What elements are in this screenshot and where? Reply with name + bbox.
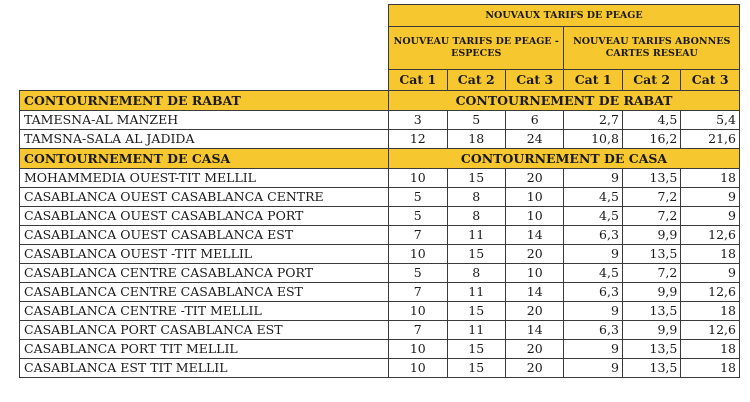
- value-cell: 9: [681, 207, 740, 226]
- table-row: [20, 188, 740, 207]
- route-name: CASABLANCA CENTRE CASABLANCA PORT: [20, 264, 389, 283]
- value-cell: 4,5: [564, 188, 622, 207]
- route-name: TAMESNA-AL MANZEH: [20, 111, 389, 130]
- route-name: CASABLANCA CENTRE CASABLANCA EST: [20, 283, 389, 302]
- group-header-subscribers: NOUVEAU TARIFS ABONNES CARTES RESEAU: [564, 27, 740, 70]
- value-cell: 10: [505, 264, 563, 283]
- value-cell: 8: [447, 264, 505, 283]
- value-cell: 12,6: [681, 226, 740, 245]
- value-cell: 24: [505, 130, 563, 149]
- value-cell: 9,9: [622, 226, 680, 245]
- route-name: CASABLANCA OUEST CASABLANCA PORT: [20, 207, 389, 226]
- value-cell: 20: [505, 245, 563, 264]
- value-cell: 8: [447, 207, 505, 226]
- value-cell: 20: [505, 169, 563, 188]
- value-cell: 18: [447, 130, 505, 149]
- table-row: [20, 130, 740, 149]
- value-cell: 14: [505, 321, 563, 340]
- value-cell: 7,2: [622, 188, 680, 207]
- table-row: [20, 207, 740, 226]
- value-cell: 7,2: [622, 264, 680, 283]
- route-name: TAMSNA-SALA AL JADIDA: [20, 130, 389, 149]
- value-cell: 11: [447, 321, 505, 340]
- table-row: [20, 245, 740, 264]
- value-cell: 10: [389, 169, 447, 188]
- value-cell: 13,5: [622, 302, 680, 321]
- value-cell: 21,6: [681, 130, 740, 149]
- value-cell: 9: [564, 245, 622, 264]
- route-name: CASABLANCA EST TIT MELLIL: [20, 359, 389, 378]
- value-cell: 5: [389, 207, 447, 226]
- value-cell: 12,6: [681, 283, 740, 302]
- cat-header: Cat 1: [564, 70, 622, 91]
- value-cell: 7: [389, 283, 447, 302]
- value-cell: 18: [681, 359, 740, 378]
- value-cell: 2,7: [564, 111, 622, 130]
- value-cell: 18: [681, 245, 740, 264]
- value-cell: 4,5: [622, 111, 680, 130]
- value-cell: 3: [389, 111, 447, 130]
- value-cell: 7: [389, 321, 447, 340]
- value-cell: 6: [505, 111, 563, 130]
- table-row: [20, 302, 740, 321]
- value-cell: 6,3: [564, 321, 622, 340]
- table-row: [20, 169, 740, 188]
- value-cell: 5: [447, 111, 505, 130]
- route-name: CASABLANCA PORT CASABLANCA EST: [20, 321, 389, 340]
- value-cell: 18: [681, 169, 740, 188]
- value-cell: 9: [681, 188, 740, 207]
- table-row: [20, 340, 740, 359]
- value-cell: 9,9: [622, 321, 680, 340]
- route-name: CASABLANCA PORT TIT MELLIL: [20, 340, 389, 359]
- section-title: CONTOURNEMENT DE CASA: [20, 149, 389, 169]
- value-cell: 10: [505, 207, 563, 226]
- cat-header: Cat 1: [389, 70, 447, 91]
- value-cell: 13,5: [622, 359, 680, 378]
- value-cell: 20: [505, 359, 563, 378]
- value-cell: 15: [447, 302, 505, 321]
- section-title-repeat: CONTOURNEMENT DE CASA: [389, 149, 740, 169]
- route-name: MOHAMMEDIA OUEST-TIT MELLIL: [20, 169, 389, 188]
- table-row: [20, 226, 740, 245]
- value-cell: 9: [564, 359, 622, 378]
- value-cell: 15: [447, 245, 505, 264]
- value-cell: 11: [447, 283, 505, 302]
- cat-header: Cat 3: [505, 70, 563, 91]
- section-row: [20, 149, 740, 169]
- route-name: CASABLANCA OUEST CASABLANCA CENTRE: [20, 188, 389, 207]
- route-name: CASABLANCA OUEST CASABLANCA EST: [20, 226, 389, 245]
- value-cell: 14: [505, 226, 563, 245]
- value-cell: 13,5: [622, 169, 680, 188]
- value-cell: 10: [389, 245, 447, 264]
- section-title: CONTOURNEMENT DE RABAT: [20, 91, 389, 111]
- value-cell: 20: [505, 302, 563, 321]
- value-cell: 5: [389, 188, 447, 207]
- value-cell: 13,5: [622, 245, 680, 264]
- value-cell: 9: [681, 264, 740, 283]
- table-row: [20, 111, 740, 130]
- toll-tariff-table: [19, 4, 740, 378]
- group-header-cash: NOUVEAU TARIFS DE PEAGE - ESPECES: [389, 27, 564, 70]
- route-name: CASABLANCA OUEST -TIT MELLIL: [20, 245, 389, 264]
- value-cell: 11: [447, 226, 505, 245]
- value-cell: 7: [389, 226, 447, 245]
- value-cell: 16,2: [622, 130, 680, 149]
- value-cell: 10: [389, 340, 447, 359]
- value-cell: 18: [681, 302, 740, 321]
- value-cell: 7,2: [622, 207, 680, 226]
- value-cell: 14: [505, 283, 563, 302]
- value-cell: 6,3: [564, 226, 622, 245]
- table-row: [20, 321, 740, 340]
- cat-header: Cat 2: [447, 70, 505, 91]
- value-cell: 9,9: [622, 283, 680, 302]
- value-cell: 12: [389, 130, 447, 149]
- value-cell: 5,4: [681, 111, 740, 130]
- table-row: [20, 359, 740, 378]
- value-cell: 10: [505, 188, 563, 207]
- value-cell: 15: [447, 340, 505, 359]
- value-cell: 18: [681, 340, 740, 359]
- value-cell: 9: [564, 169, 622, 188]
- value-cell: 4,5: [564, 207, 622, 226]
- value-cell: 10: [389, 359, 447, 378]
- value-cell: 15: [447, 359, 505, 378]
- value-cell: 9: [564, 302, 622, 321]
- value-cell: 15: [447, 169, 505, 188]
- value-cell: 6,3: [564, 283, 622, 302]
- header-blank-cell: [20, 5, 389, 91]
- table-row: [20, 264, 740, 283]
- value-cell: 20: [505, 340, 563, 359]
- cat-header: Cat 2: [622, 70, 680, 91]
- value-cell: 5: [389, 264, 447, 283]
- section-row: [20, 91, 740, 111]
- value-cell: 4,5: [564, 264, 622, 283]
- value-cell: 13,5: [622, 340, 680, 359]
- section-title-repeat: CONTOURNEMENT DE RABAT: [389, 91, 740, 111]
- main-title: NOUVAUX TARIFS DE PEAGE: [389, 5, 740, 27]
- route-name: CASABLANCA CENTRE -TIT MELLIL: [20, 302, 389, 321]
- value-cell: 9: [564, 340, 622, 359]
- value-cell: 12,6: [681, 321, 740, 340]
- table-row: [20, 283, 740, 302]
- value-cell: 10,8: [564, 130, 622, 149]
- value-cell: 8: [447, 188, 505, 207]
- value-cell: 10: [389, 302, 447, 321]
- cat-header: Cat 3: [681, 70, 740, 91]
